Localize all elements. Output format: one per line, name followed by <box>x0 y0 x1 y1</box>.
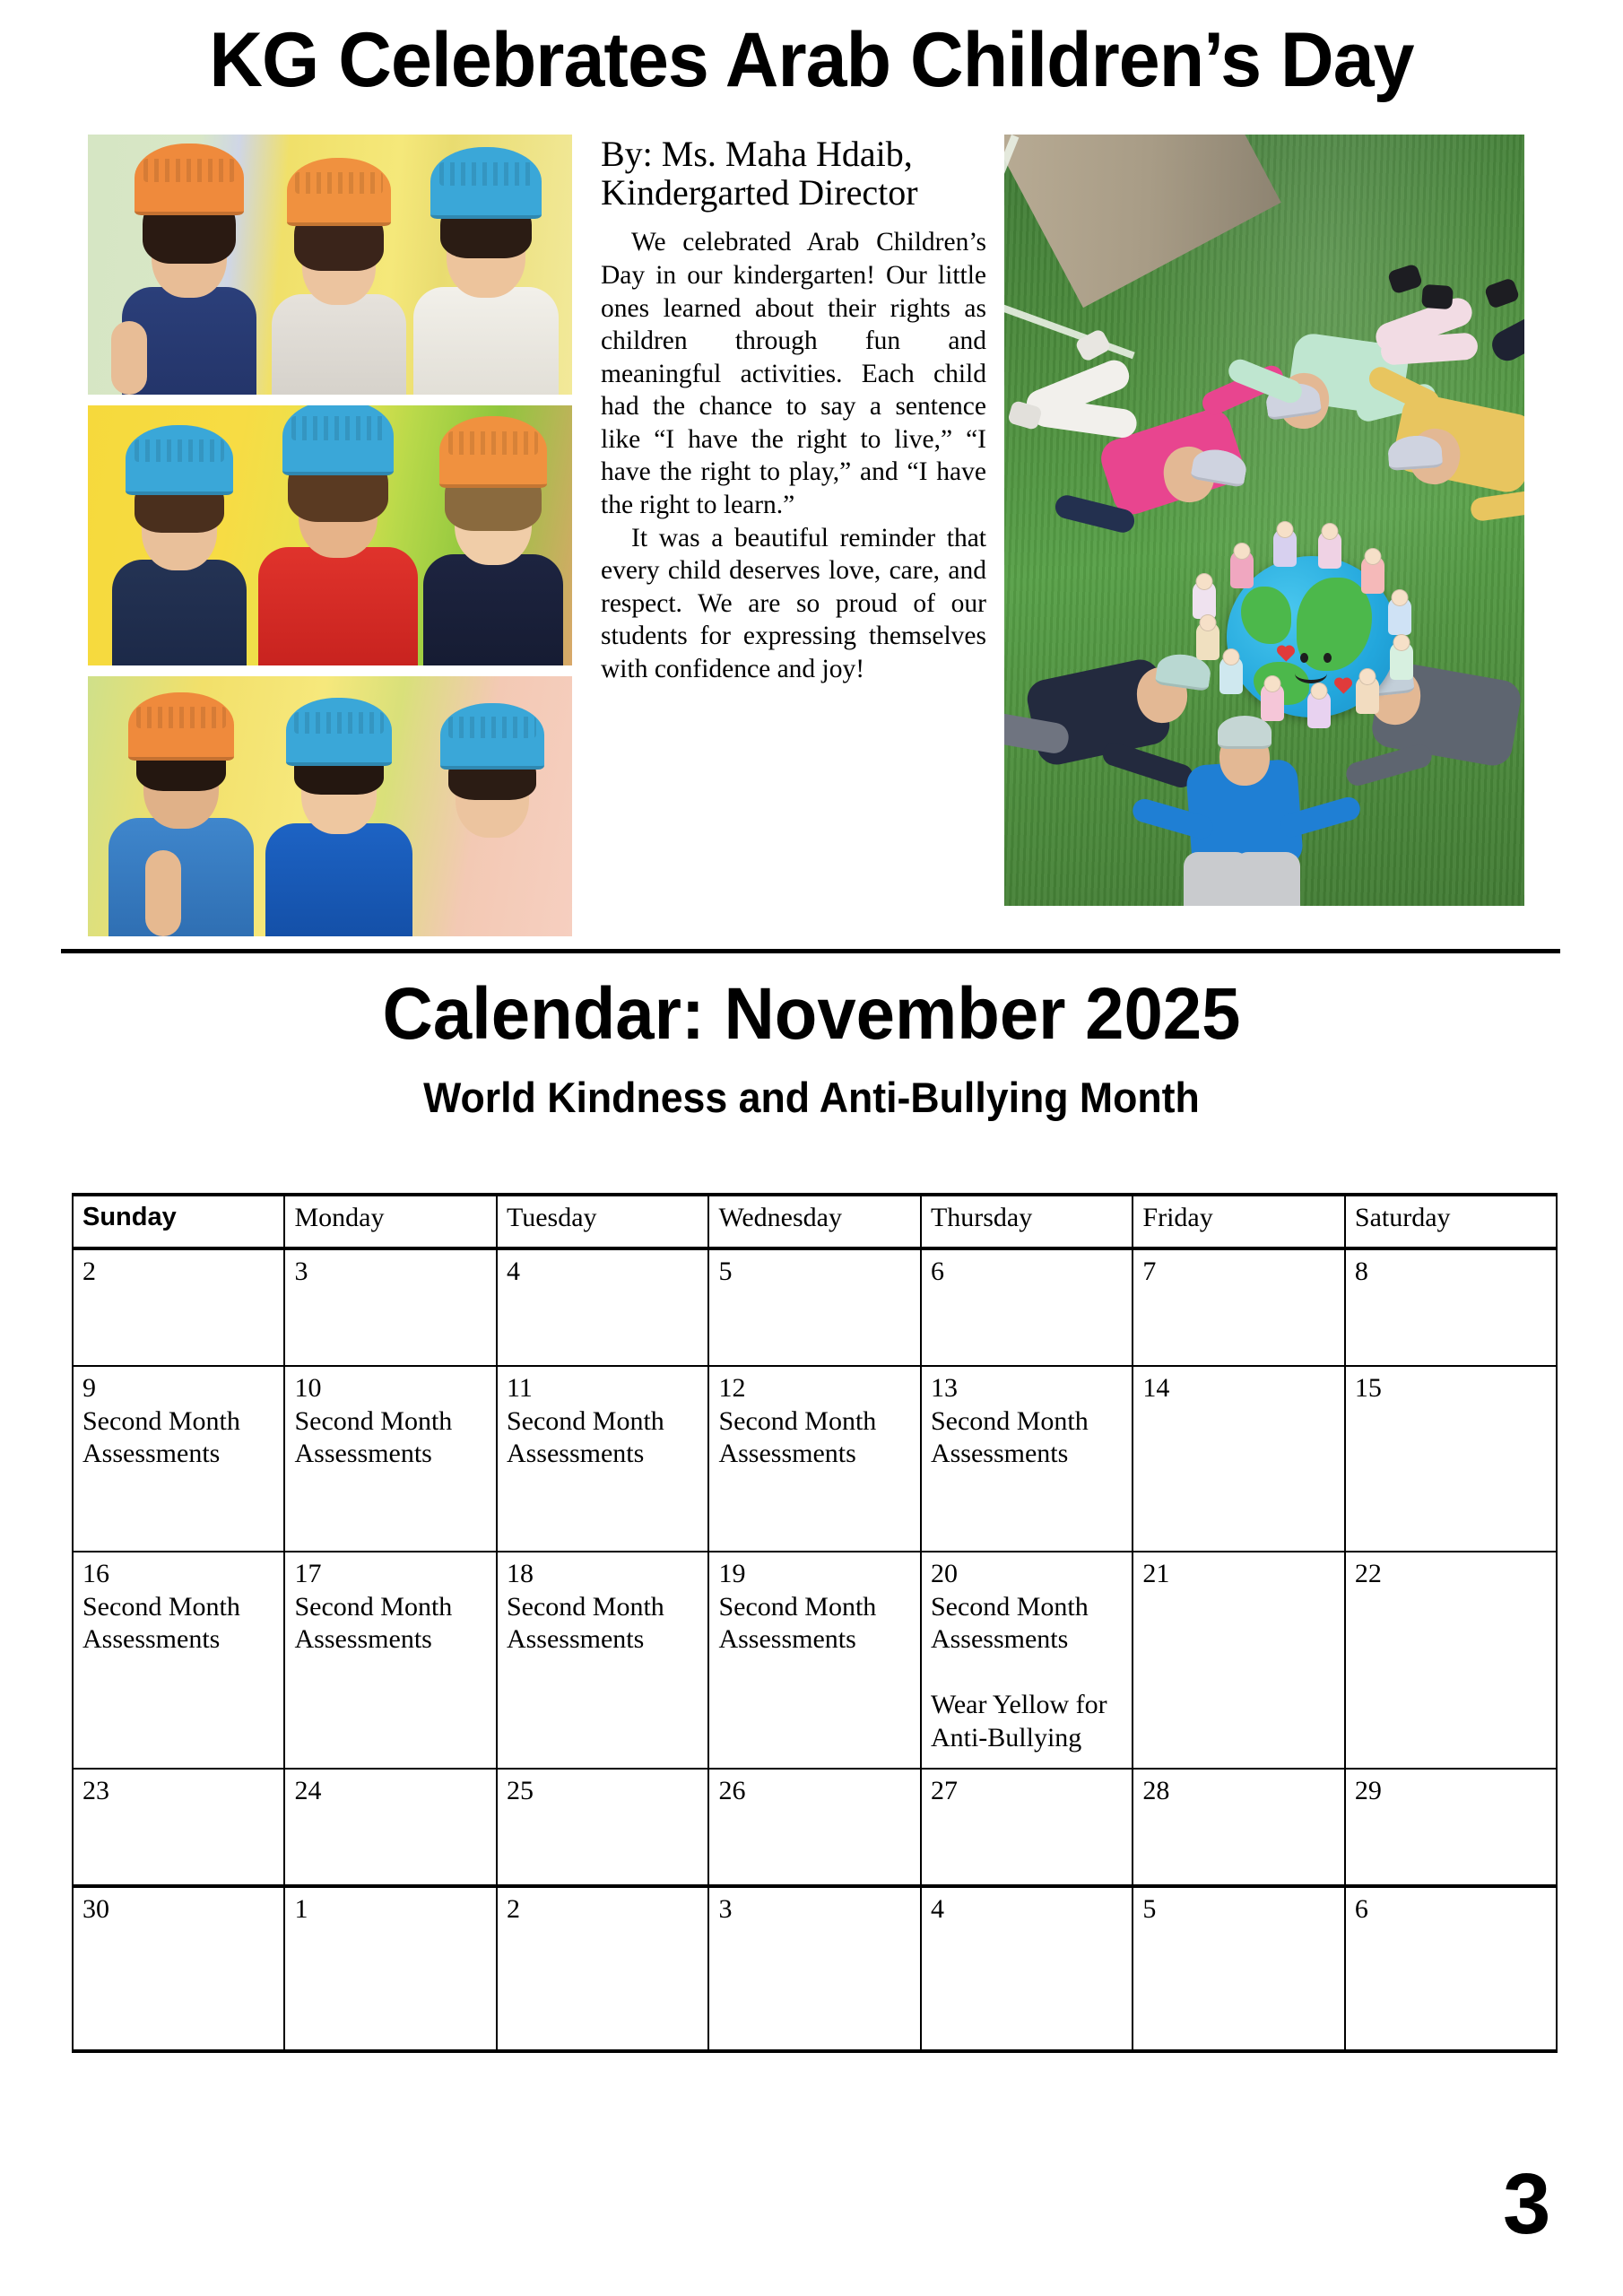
field-line-2 <box>1004 294 1135 360</box>
calendar-day-number: 6 <box>930 1257 944 1286</box>
calendar-day-cell[interactable] <box>708 1886 920 2051</box>
calendar-event: Second Month Assessments <box>930 1591 1089 1655</box>
calendar-table <box>72 1193 1558 2053</box>
paper-cutout-child <box>1219 657 1243 694</box>
article-section <box>0 135 1623 942</box>
calendar-day-cell[interactable] <box>921 1248 1133 1366</box>
calendar-body <box>73 1248 1557 2051</box>
calendar-day-number: 2 <box>82 1257 96 1286</box>
calendar-day-cell[interactable] <box>497 1366 708 1552</box>
calendar-day-cell[interactable] <box>1133 1552 1344 1769</box>
photo-three-children-crowns-pastel-wall <box>88 135 572 395</box>
weekday-header-monday: Monday <box>284 1195 496 1248</box>
paper-cutout-child <box>1307 691 1331 728</box>
calendar-day-number: 23 <box>82 1776 109 1805</box>
article-text-column <box>601 135 986 685</box>
calendar-day-cell[interactable] <box>921 1552 1133 1769</box>
calendar-day-cell[interactable] <box>284 1248 496 1366</box>
calendar-day-cell[interactable] <box>921 1366 1133 1552</box>
calendar-day-number: 9 <box>82 1373 96 1403</box>
paper-cutout-child <box>1318 531 1341 569</box>
calendar-day-cell[interactable] <box>284 1366 496 1552</box>
calendar-day-cell[interactable] <box>497 1248 708 1366</box>
calendar-day-number: 4 <box>506 1257 520 1286</box>
photo-three-children-crowns-yellow-wall <box>88 405 572 665</box>
calendar-day-number: 18 <box>506 1559 534 1588</box>
calendar-day-number: 1 <box>294 1894 308 1924</box>
weekday-header-wednesday: Wednesday <box>708 1195 920 1248</box>
calendar-day-cell[interactable] <box>1133 1886 1344 2051</box>
calendar-day-cell[interactable] <box>73 1552 284 1769</box>
calendar-day-cell[interactable] <box>1345 1886 1557 2051</box>
calendar-day-number: 2 <box>506 1894 520 1924</box>
paper-cutout-child <box>1361 556 1384 594</box>
calendar-event: Second Month Assessments <box>82 1591 240 1655</box>
calendar-day-number: 25 <box>506 1776 534 1805</box>
calendar-week-row <box>73 1886 1557 2051</box>
article-byline: By: Ms. Maha Hdaib, Kindergarted Director <box>601 134 918 213</box>
calendar-day-cell[interactable] <box>73 1886 284 2051</box>
calendar-day-number: 19 <box>718 1559 746 1588</box>
calendar-day-number: 12 <box>718 1373 746 1403</box>
calendar-event: Second Month Assessments <box>718 1591 877 1655</box>
calendar-day-number: 24 <box>294 1776 322 1805</box>
calendar-day-number: 17 <box>294 1559 322 1588</box>
calendar-day-number: 3 <box>294 1257 308 1286</box>
paper-cutout-child <box>1261 683 1284 721</box>
calendar-day-cell[interactable] <box>284 1769 496 1886</box>
paper-cutout-child <box>1193 581 1216 619</box>
calendar-event: Second Month Assessments <box>294 1591 453 1655</box>
paper-cutout-child <box>1390 642 1413 680</box>
calendar-day-number: 6 <box>1354 1894 1368 1924</box>
calendar-day-number: 26 <box>718 1776 746 1805</box>
page-title: KG Celebrates Arab Children’s Day <box>209 17 1414 103</box>
calendar-day-cell[interactable] <box>1345 1769 1557 1886</box>
calendar-day-cell[interactable] <box>708 1248 920 1366</box>
calendar-day-cell[interactable] <box>73 1366 284 1552</box>
calendar-day-cell[interactable] <box>921 1769 1133 1886</box>
calendar-week-row <box>73 1769 1557 1886</box>
calendar-day-number: 3 <box>718 1894 733 1924</box>
calendar-day-cell[interactable] <box>1133 1366 1344 1552</box>
calendar-day-cell[interactable] <box>708 1366 920 1552</box>
paper-cutout-child <box>1196 622 1219 660</box>
weekday-header-sunday: Sunday <box>73 1195 284 1248</box>
calendar-day-number: 10 <box>294 1373 322 1403</box>
masthead <box>0 17 1623 103</box>
calendar-day-cell[interactable] <box>73 1769 284 1886</box>
calendar-day-cell[interactable] <box>497 1886 708 2051</box>
photo-three-boys-crowns-thumbs-up <box>88 676 572 936</box>
calendar-day-number: 20 <box>930 1559 958 1588</box>
calendar-day-number: 8 <box>1354 1257 1368 1286</box>
calendar-event: Wear Yellow for Anti-Bullying <box>930 1690 1107 1752</box>
article-paragraph-2: It was a beautiful reminder that every child deserves love, care, and respect. We are so proud of our students for expressing themselves with confidence and joy! <box>601 523 986 683</box>
calendar-day-number: 15 <box>1354 1373 1382 1403</box>
photo-children-circle-around-earth-globe <box>1004 135 1524 906</box>
calendar-day-number: 14 <box>1142 1373 1170 1403</box>
calendar-day-number: 5 <box>718 1257 733 1286</box>
calendar-day-number: 5 <box>1142 1894 1157 1924</box>
calendar-day-number: 7 <box>1142 1257 1157 1286</box>
weekday-header-saturday: Saturday <box>1345 1195 1557 1248</box>
calendar-day-cell[interactable] <box>73 1248 284 1366</box>
calendar-day-number: 22 <box>1354 1559 1382 1588</box>
section-divider <box>61 949 1560 953</box>
calendar-day-cell[interactable] <box>1345 1366 1557 1552</box>
calendar-title: Calendar: November 2025 <box>382 973 1241 1055</box>
calendar-day-cell[interactable] <box>921 1886 1133 2051</box>
paper-cutout-child <box>1273 529 1297 567</box>
calendar-day-cell[interactable] <box>708 1552 920 1769</box>
calendar-event: Second Month Assessments <box>718 1405 877 1469</box>
calendar-day-cell[interactable] <box>1133 1248 1344 1366</box>
calendar-day-number: 29 <box>1354 1776 1382 1805</box>
calendar-event: Second Month Assessments <box>82 1405 240 1469</box>
calendar-event: Second Month Assessments <box>930 1405 1089 1469</box>
weekday-header-tuesday: Tuesday <box>497 1195 708 1248</box>
calendar-day-number: 28 <box>1142 1776 1170 1805</box>
calendar-event: Second Month Assessments <box>506 1405 664 1469</box>
calendar-day-number: 4 <box>930 1894 944 1924</box>
calendar-day-cell[interactable] <box>284 1552 496 1769</box>
calendar-week-row <box>73 1248 1557 1366</box>
calendar-day-cell[interactable] <box>1345 1248 1557 1366</box>
article-paragraph-1: We celebrated Arab Children’s Day in our kindergarten! Our little ones learned about their rights as children through fun and meaningful activities. Each child had the chance to say a sentence like “I have the right to live,” “I have the right to play,” and “I have the right to learn.” <box>601 228 986 519</box>
calendar-day-number: 27 <box>930 1776 958 1805</box>
paper-cutout-child <box>1230 551 1254 588</box>
calendar-day-cell[interactable] <box>497 1769 708 1886</box>
calendar-day-cell[interactable] <box>284 1886 496 2051</box>
calendar-day-number: 30 <box>82 1894 109 1924</box>
page-number: 3 <box>1503 2156 1551 2252</box>
calendar-day-cell[interactable] <box>497 1552 708 1769</box>
calendar-subtitle: World Kindness and Anti-Bullying Month <box>423 1074 1200 1121</box>
calendar-table-wrapper <box>72 1193 1558 2053</box>
calendar-header-row <box>73 1195 1557 1248</box>
calendar-day-number: 11 <box>506 1373 533 1403</box>
calendar-event: Second Month Assessments <box>506 1591 664 1655</box>
photo-collage <box>88 135 572 947</box>
weekday-header-thursday: Thursday <box>921 1195 1133 1248</box>
calendar-day-number: 21 <box>1142 1559 1170 1588</box>
calendar-week-row <box>73 1552 1557 1769</box>
calendar-day-cell[interactable] <box>708 1769 920 1886</box>
calendar-event: Second Month Assessments <box>294 1405 453 1469</box>
weekday-header-friday: Friday <box>1133 1195 1344 1248</box>
calendar-day-cell[interactable] <box>1133 1769 1344 1886</box>
paper-cutout-child <box>1356 676 1379 714</box>
paper-cutout-child <box>1388 597 1411 635</box>
walkway <box>1004 135 1281 308</box>
calendar-day-number: 13 <box>930 1373 958 1403</box>
calendar-day-number: 16 <box>82 1559 109 1588</box>
calendar-day-cell[interactable] <box>1345 1552 1557 1769</box>
calendar-week-row <box>73 1366 1557 1552</box>
